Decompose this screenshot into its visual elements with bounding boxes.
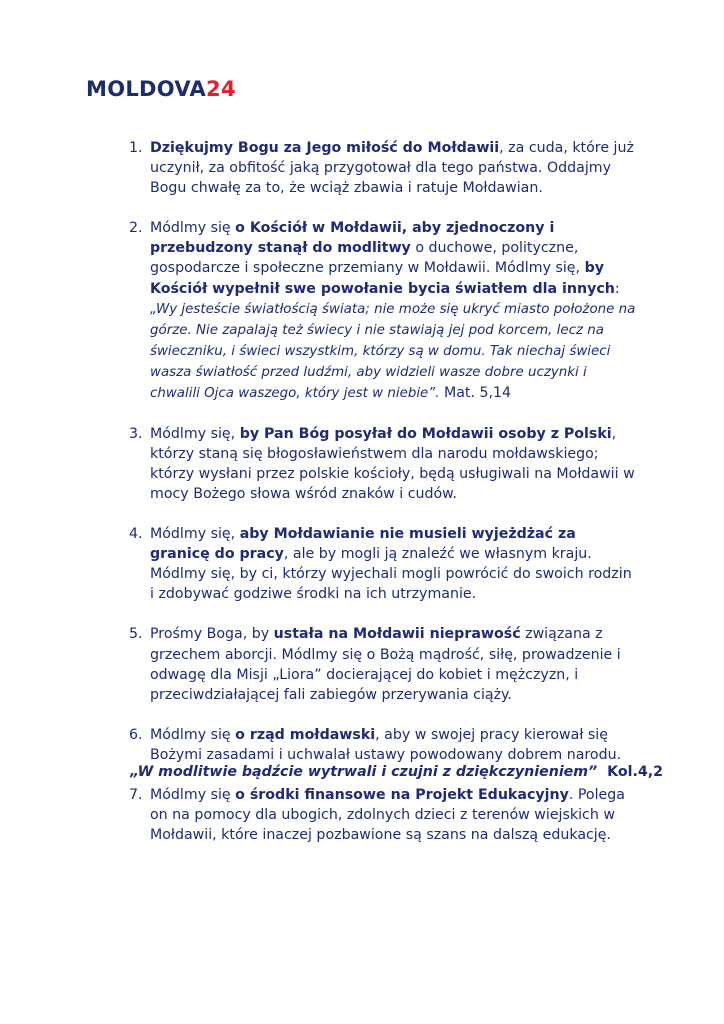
closing-reference: Kol.4,2 (607, 764, 664, 780)
item-text: Módlmy się (150, 220, 236, 237)
item-number: 3. (129, 425, 143, 442)
item-bold: o środki finansowe na Projekt Edukacyjny (235, 786, 569, 803)
item-number: 1. (129, 140, 143, 156)
item-bold: o rząd mołdawski (235, 726, 376, 743)
item-text: o duchowe, polityczne, gospodarcze i społeczne przemiany w Mołdawii. Módlmy się, (150, 240, 585, 277)
item-bold: Dziękujmy Bogu za Jego miłość do Mołdawii (150, 140, 500, 156)
list-item-7 (120, 785, 640, 845)
closing-quote: „W modlitwie bądźcie wytrwali i czujni z dziękczynieniem” (130, 764, 598, 780)
list-item-3 (120, 424, 640, 504)
item-text: Módlmy się, (150, 425, 240, 442)
item-number: 4. (129, 526, 143, 543)
item-text: , za cuda, które już uczynił, za obfitość jaką przygotował dla tego państwa. Oddajmy Bogu chwałę za to, że wciąż zbawia i ratuje Mołdawian. (150, 140, 634, 197)
logo-number: 24 (206, 77, 236, 101)
item-text: : (614, 280, 620, 297)
item-bold: by Kościół wypełnił swe powołanie bycia światłem dla innych (150, 260, 615, 297)
item-bold: aby Mołdawianie nie musieli wyjeżdżać za granicę do pracy (150, 526, 576, 563)
item-number: 2. (129, 220, 143, 237)
item-number: 6. (129, 726, 143, 743)
item-text: , aby w swojej pracy kierował się Bożymi zasadami i uchwalał ustawy powodowany dobrem narodu. (150, 726, 622, 763)
list-item-1 (120, 138, 640, 198)
logo-text: MOLDOVA (86, 77, 207, 101)
item-text: Módlmy się, (150, 526, 240, 543)
list-item-5 (120, 624, 640, 704)
item-number: 5. (129, 626, 143, 643)
list-item-6 (120, 725, 640, 765)
list-item-2 (120, 218, 640, 403)
item-bold: by Pan Bóg posyłał do Mołdawii osoby z Polski (239, 425, 612, 442)
item-text: Módlmy się (150, 726, 236, 743)
item-quote: „Wy jesteście światłością świata; nie może się ukryć miasto położone na górze. Nie zapalają też świecy i nie stawiają jej pod korcem, lecz na świeczniku, i świeci wszystkim, którzy są w domu. Tak niechaj świeci wasza światłość przed ludźmi, aby widzieli wasze dobre uczynki i chwalili Ojca waszego, który jest w niebie”. (150, 301, 636, 401)
item-text: związana z grzechem aborcji. Módlmy się o Bożą mądrość, siłę, prowadzenie i odwagę dla Misji „Liora” docierającej do kobiet i mężczyzn, i przeciwdziałającej fali zabiegów przerywania ciąży. (150, 626, 621, 703)
list-item-4 (120, 524, 640, 604)
item-bold: o Kościół w Mołdawii, aby zjednoczony i przebudzony stanął do modlitwy (150, 220, 555, 257)
logo (86, 77, 236, 101)
item-reference: Mat. 5,14 (439, 384, 512, 401)
item-text: , ale by mogli ją znaleźć we własnym kraju. Módlmy się, by ci, którzy wyjechali mogli powrócić do swoich rodzin i zdobywać godziwe środki na ich utrzymanie. (150, 546, 632, 603)
item-bold: ustała na Mołdawii nieprawość (273, 626, 521, 643)
item-text: Módlmy się (150, 786, 236, 803)
prayer-list (120, 138, 640, 865)
item-text: Prośmy Boga, by (150, 626, 274, 643)
closing-verse (130, 764, 664, 780)
item-number: 7. (129, 786, 143, 803)
item-text: . Polega on na pomocy dla ubogich, zdolnych dzieci z terenów wiejskich w Mołdawii, które inaczej pozbawione są szans na dalszą edukację. (150, 786, 625, 844)
item-text: , którzy staną się błogosławieństwem dla narodu mołdawskiego; którzy wysłani przez polskie kościoły, będą usługiwali na Mołdawii w mocy Bożego słowa wśród znaków i cudów. (150, 425, 635, 502)
